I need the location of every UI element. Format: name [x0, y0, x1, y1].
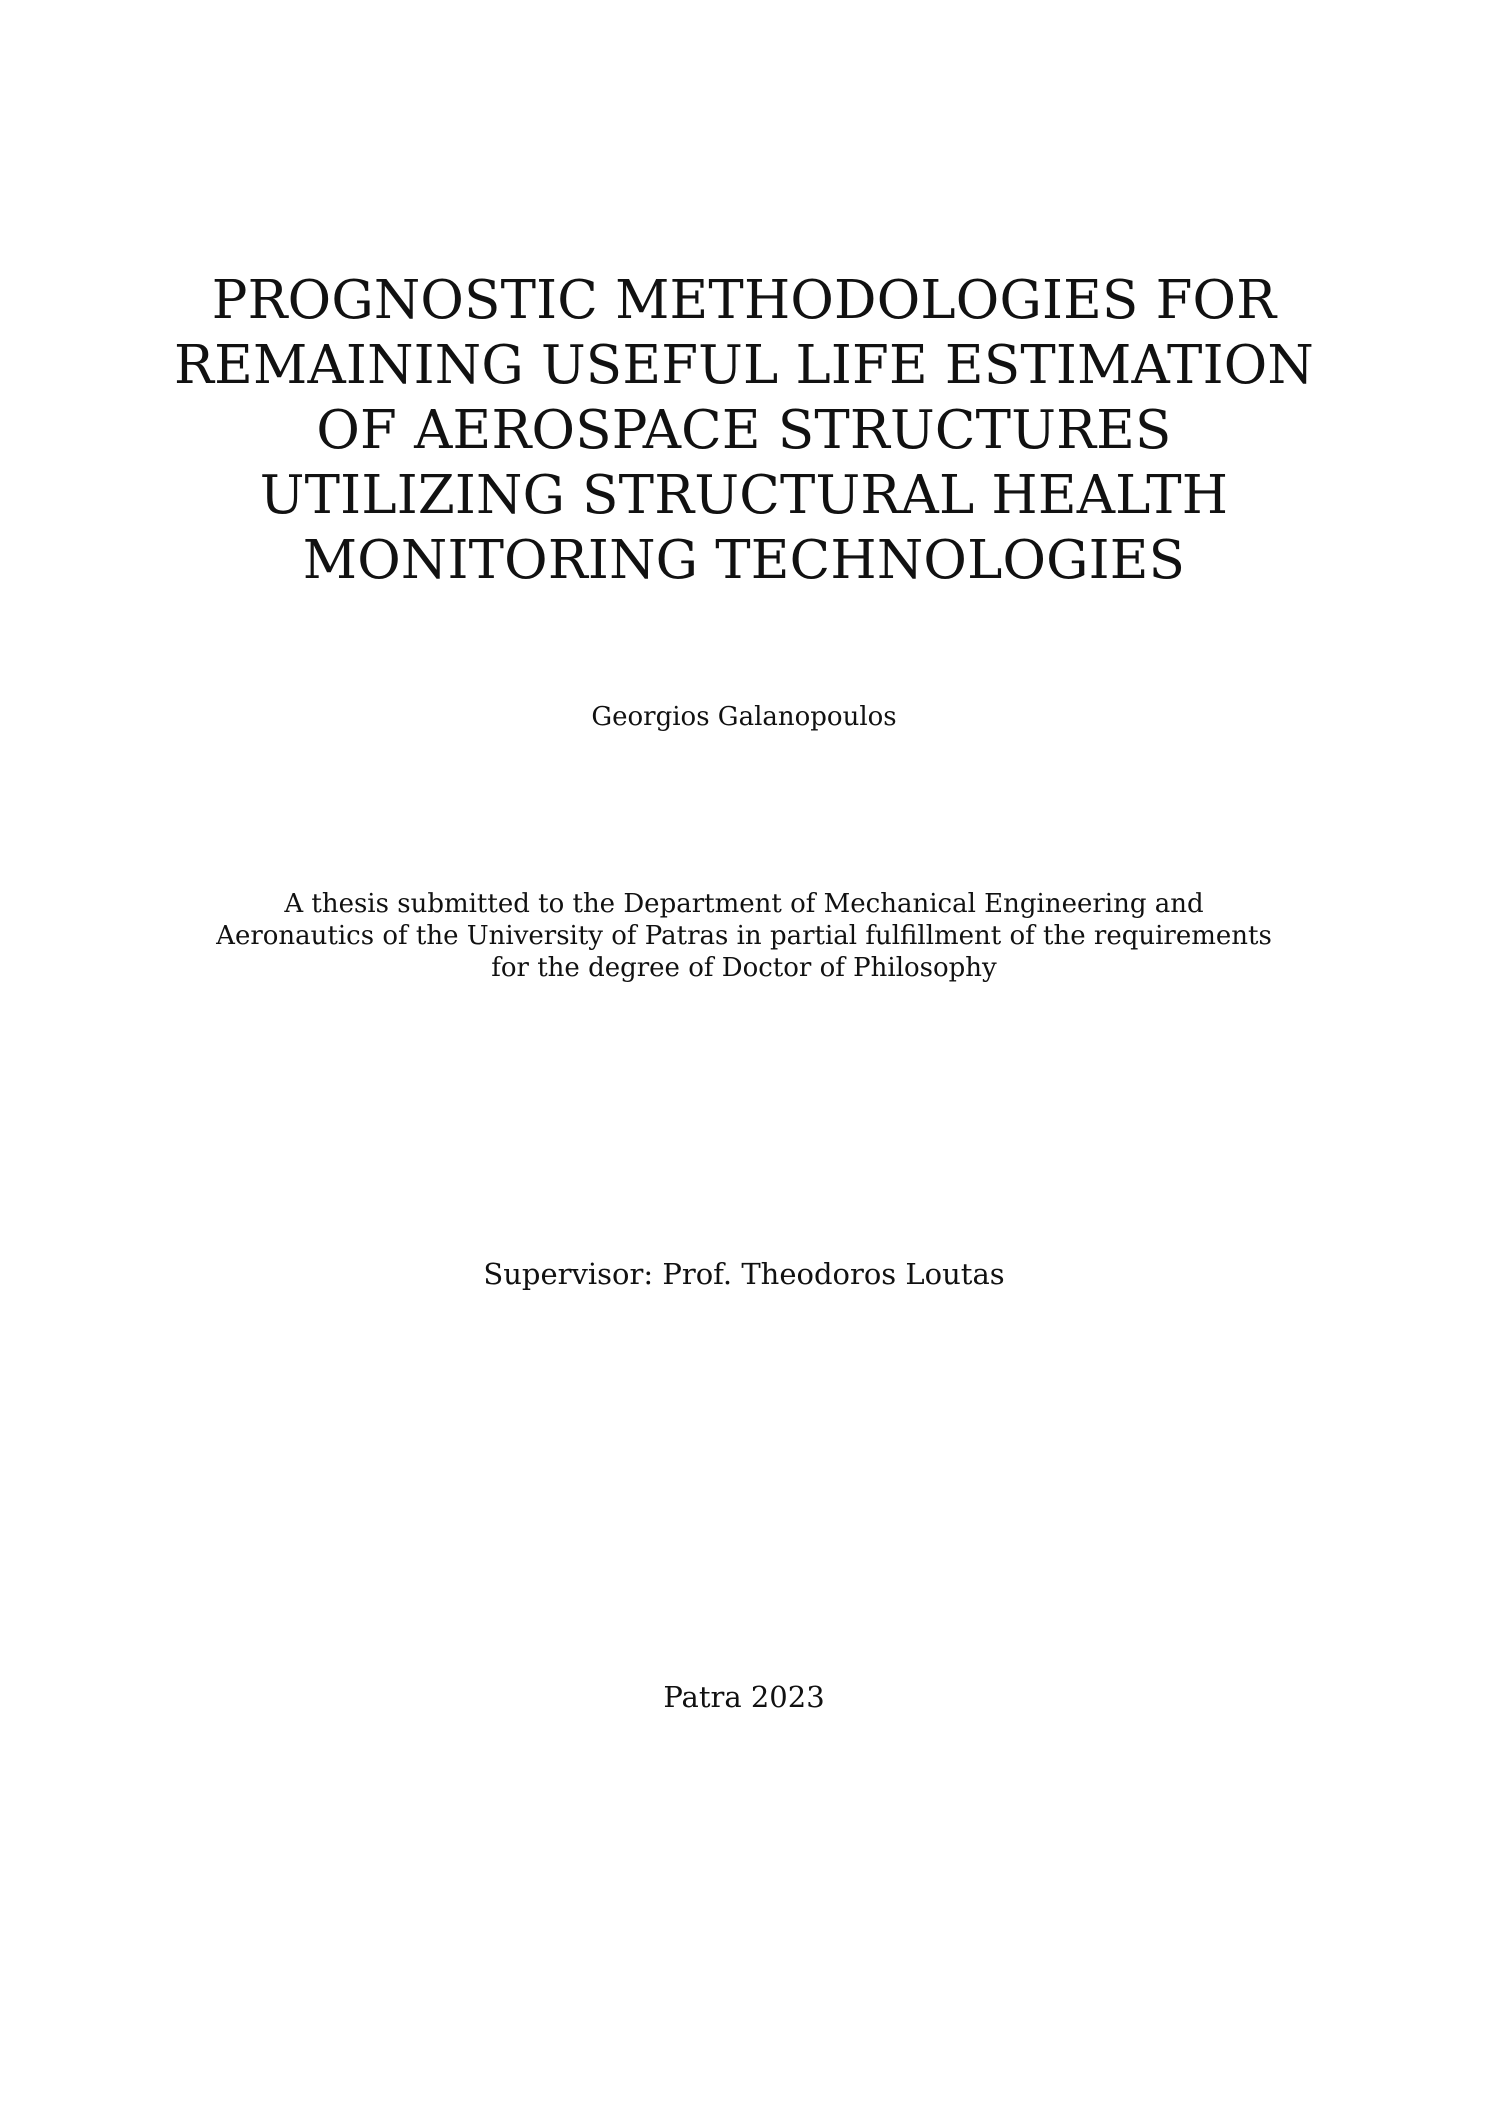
thesis-title-line-3: OF AEROSPACE STRUCTURES: [316, 400, 1172, 461]
submission-statement: [140, 888, 1348, 984]
submission-statement-line-1: A thesis submitted to the Department of Mechanical Engineering and: [284, 889, 1204, 919]
thesis-title-line-4: UTILIZING STRUCTURAL HEALTH: [259, 465, 1229, 526]
author-name: Georgios Galanopoulos: [591, 702, 897, 732]
submission-statement-line-2: Aeronautics of the University of Patras in partial fulfillment of the requirements: [216, 921, 1272, 951]
supervisor: Supervisor: Prof. Theodoros Loutas: [483, 1257, 1005, 1291]
thesis-title-line-1: PROGNOSTIC METHODOLOGIES FOR: [211, 270, 1277, 331]
thesis-title: [140, 268, 1348, 593]
thesis-title-line-2: REMAINING USEFUL LIFE ESTIMATION: [174, 335, 1314, 396]
thesis-title-line-5: MONITORING TECHNOLOGIES: [302, 530, 1186, 591]
place-and-year: Patra 2023: [663, 1680, 825, 1714]
submission-statement-line-3: for the degree of Doctor of Philosophy: [491, 953, 997, 983]
